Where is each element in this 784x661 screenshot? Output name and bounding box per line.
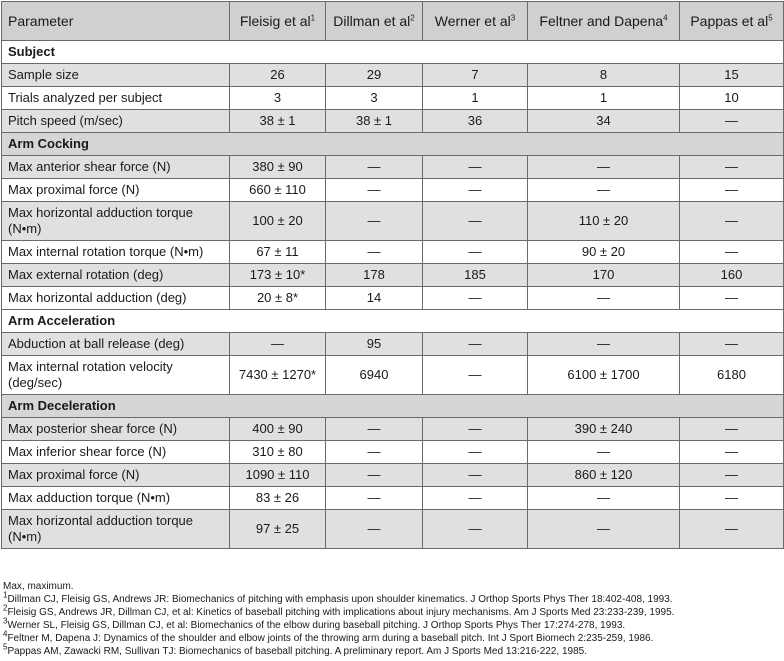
table-cell: 3 [230, 87, 326, 110]
table-row [2, 264, 784, 287]
table-row [2, 87, 784, 110]
row-label: Abduction at ball release (deg) [2, 333, 230, 356]
header-col-name: Pappas et al [690, 13, 769, 29]
table-cell: — [680, 179, 784, 202]
table-cell: 38 ± 1 [326, 110, 423, 133]
section-header-row [2, 395, 784, 418]
table-cell: 170 [528, 264, 680, 287]
table-cell: 660 ± 110 [230, 179, 326, 202]
table-cell: 7430 ± 1270* [230, 356, 326, 395]
table-row [2, 202, 784, 241]
footnote-sup: 1 [3, 590, 8, 600]
row-label: Max horizontal adduction (deg) [2, 287, 230, 310]
table-row [2, 356, 784, 395]
table-cell: — [326, 241, 423, 264]
row-label: Max internal rotation torque (N•m) [2, 241, 230, 264]
table-cell: — [326, 487, 423, 510]
table-cell: — [326, 510, 423, 549]
table-cell: 178 [326, 264, 423, 287]
header-col-dillman [326, 2, 423, 41]
table-cell: 8 [528, 64, 680, 87]
table-cell: — [528, 156, 680, 179]
table-cell: 100 ± 20 [230, 202, 326, 241]
table-cell: 1 [528, 87, 680, 110]
footnote-text: Feltner M, Dapena J: Dynamics of the shoulder and elbow joints of the throwing arm during a baseball pitch. Int J Sport Biomech 2:235-259, 1986. [7, 633, 654, 644]
table-cell: — [680, 464, 784, 487]
table-cell: — [326, 202, 423, 241]
table-cell: — [680, 287, 784, 310]
table-header-row [2, 2, 784, 41]
header-col-fleisig [230, 2, 326, 41]
table-cell: — [528, 487, 680, 510]
row-label: Max internal rotation velocity (deg/sec) [2, 356, 230, 395]
table-cell: 83 ± 26 [230, 487, 326, 510]
table-row [2, 241, 784, 264]
header-col-name: Werner et al [434, 13, 511, 29]
table-cell: — [680, 510, 784, 549]
table-cell: — [423, 441, 528, 464]
header-col-pappas [680, 2, 784, 41]
table-cell: 1 [423, 87, 528, 110]
table-row [2, 64, 784, 87]
table-cell: — [230, 333, 326, 356]
footnote-sup: 3 [3, 616, 8, 626]
footnote-ref [3, 590, 674, 606]
table-cell: 6940 [326, 356, 423, 395]
header-col-werner [423, 2, 528, 41]
row-label: Max proximal force (N) [2, 179, 230, 202]
table-cell: — [423, 179, 528, 202]
table-cell: 173 ± 10* [230, 264, 326, 287]
footnotes [3, 580, 674, 658]
table-row [2, 333, 784, 356]
table-cell: — [423, 418, 528, 441]
table-row [2, 110, 784, 133]
table-cell: — [423, 287, 528, 310]
document-page [0, 1, 784, 661]
table-cell: — [423, 510, 528, 549]
table-cell: — [680, 110, 784, 133]
table-cell: — [326, 156, 423, 179]
table-cell: — [423, 356, 528, 395]
table-cell: 90 ± 20 [528, 241, 680, 264]
header-col-sup: 4 [663, 13, 668, 23]
table-cell: 26 [230, 64, 326, 87]
table-cell: — [326, 464, 423, 487]
table-cell: 185 [423, 264, 528, 287]
table-cell: 6180 [680, 356, 784, 395]
section-title: Arm Deceleration [2, 395, 784, 418]
section-header-row [2, 133, 784, 156]
table-row [2, 287, 784, 310]
table-cell: — [528, 287, 680, 310]
table-cell: — [528, 510, 680, 549]
row-label: Sample size [2, 64, 230, 87]
table-cell: 400 ± 90 [230, 418, 326, 441]
table-cell: — [680, 202, 784, 241]
table-cell: — [423, 487, 528, 510]
table-cell: 29 [326, 64, 423, 87]
table-cell: 38 ± 1 [230, 110, 326, 133]
table-cell: 36 [423, 110, 528, 133]
table-cell: — [326, 179, 423, 202]
header-col-feltner [528, 2, 680, 41]
header-col-name: Feltner and Dapena [539, 13, 664, 29]
table-cell: — [680, 441, 784, 464]
footnote-text: Pappas AM, Zawacki RM, Sullivan TJ: Biomechanics of baseball pitching. A preliminary report. Am J Sports Med 13:216-222, 1985. [7, 646, 587, 657]
table-cell: 390 ± 240 [528, 418, 680, 441]
table-cell: 67 ± 11 [230, 241, 326, 264]
table-cell: 6100 ± 1700 [528, 356, 680, 395]
table-cell: — [680, 156, 784, 179]
table-cell: 310 ± 80 [230, 441, 326, 464]
footnote-ref [3, 603, 675, 619]
footnote-ref [3, 629, 674, 645]
table-cell: — [528, 441, 680, 464]
table-row [2, 441, 784, 464]
section-header-row [2, 41, 784, 64]
footnote-sup: 2 [3, 603, 8, 613]
row-label: Max horizontal adduction torque (N•m) [2, 510, 230, 549]
table-row [2, 156, 784, 179]
table-cell: 20 ± 8* [230, 287, 326, 310]
table-cell: — [680, 418, 784, 441]
table-cell: — [423, 464, 528, 487]
header-col-name: Fleisig et al [239, 13, 311, 29]
table-cell: 34 [528, 110, 680, 133]
section-title: Arm Acceleration [2, 310, 784, 333]
table-cell: — [680, 487, 784, 510]
header-parameter: Parameter [2, 2, 230, 41]
table-cell: 10 [680, 87, 784, 110]
table-cell: — [680, 333, 784, 356]
table-cell: 14 [326, 287, 423, 310]
table-cell: — [326, 418, 423, 441]
header-col-sup: 1 [310, 13, 316, 23]
table-cell: 160 [680, 264, 784, 287]
row-label: Max horizontal adduction torque (N•m) [2, 202, 230, 241]
table-row [2, 464, 784, 487]
table-cell: — [326, 441, 423, 464]
table-cell: — [528, 333, 680, 356]
table-cell: — [423, 333, 528, 356]
table-cell: 860 ± 120 [528, 464, 680, 487]
table-cell: 3 [326, 87, 423, 110]
row-label: Max inferior shear force (N) [2, 441, 230, 464]
table-row [2, 510, 784, 549]
table-cell: 1090 ± 110 [230, 464, 326, 487]
table-cell: 7 [423, 64, 528, 87]
footnote-abbrev: Max, maximum. [3, 581, 74, 592]
section-title: Subject [2, 41, 784, 64]
footnote-ref [3, 616, 674, 632]
table-row [2, 179, 784, 202]
footnote-ref [3, 642, 674, 658]
section-title: Arm Cocking [2, 133, 784, 156]
biomechanics-table [1, 1, 784, 549]
footnote-text: Werner SL, Fleisig GS, Dillman CJ, et al: Biomechanics of the elbow during baseball pitching. J Orthop Sports Phys Ther 17:274-278, 1993. [7, 620, 626, 631]
header-col-sup: 2 [410, 13, 415, 23]
table-cell: — [680, 241, 784, 264]
table-cell: 97 ± 25 [230, 510, 326, 549]
table-cell: — [423, 241, 528, 264]
section-header-row [2, 310, 784, 333]
row-label: Max anterior shear force (N) [2, 156, 230, 179]
table-cell: 95 [326, 333, 423, 356]
table-body [2, 41, 784, 549]
header-col-name: Dillman et al [333, 13, 411, 29]
table-cell: 380 ± 90 [230, 156, 326, 179]
row-label: Max external rotation (deg) [2, 264, 230, 287]
row-label: Max posterior shear force (N) [2, 418, 230, 441]
table-row [2, 418, 784, 441]
table-row [2, 487, 784, 510]
row-label: Max adduction torque (N•m) [2, 487, 230, 510]
row-label: Trials analyzed per subject [2, 87, 230, 110]
table-cell: 15 [680, 64, 784, 87]
footnote-text: Fleisig GS, Andrews JR, Dillman CJ, et al: Kinetics of baseball pitching with implications about injury mechanisms. Am J Sports Med 23:233-239, 1995. [7, 607, 675, 618]
header-col-sup: 3 [510, 13, 516, 23]
table-cell: — [423, 202, 528, 241]
table-cell: — [423, 156, 528, 179]
row-label: Max proximal force (N) [2, 464, 230, 487]
footnote-sup: 4 [3, 629, 8, 639]
header-col-sup: 5 [768, 13, 773, 23]
footnote-sup: 5 [3, 642, 8, 652]
table-cell: — [528, 179, 680, 202]
row-label: Pitch speed (m/sec) [2, 110, 230, 133]
table-cell: 110 ± 20 [528, 202, 680, 241]
footnote-text: Dillman CJ, Fleisig GS, Andrews JR: Biomechanics of pitching with emphasis upon shoulder kinematics. J Orthop Sports Phys Ther 18:402-408, 1993. [7, 594, 673, 605]
